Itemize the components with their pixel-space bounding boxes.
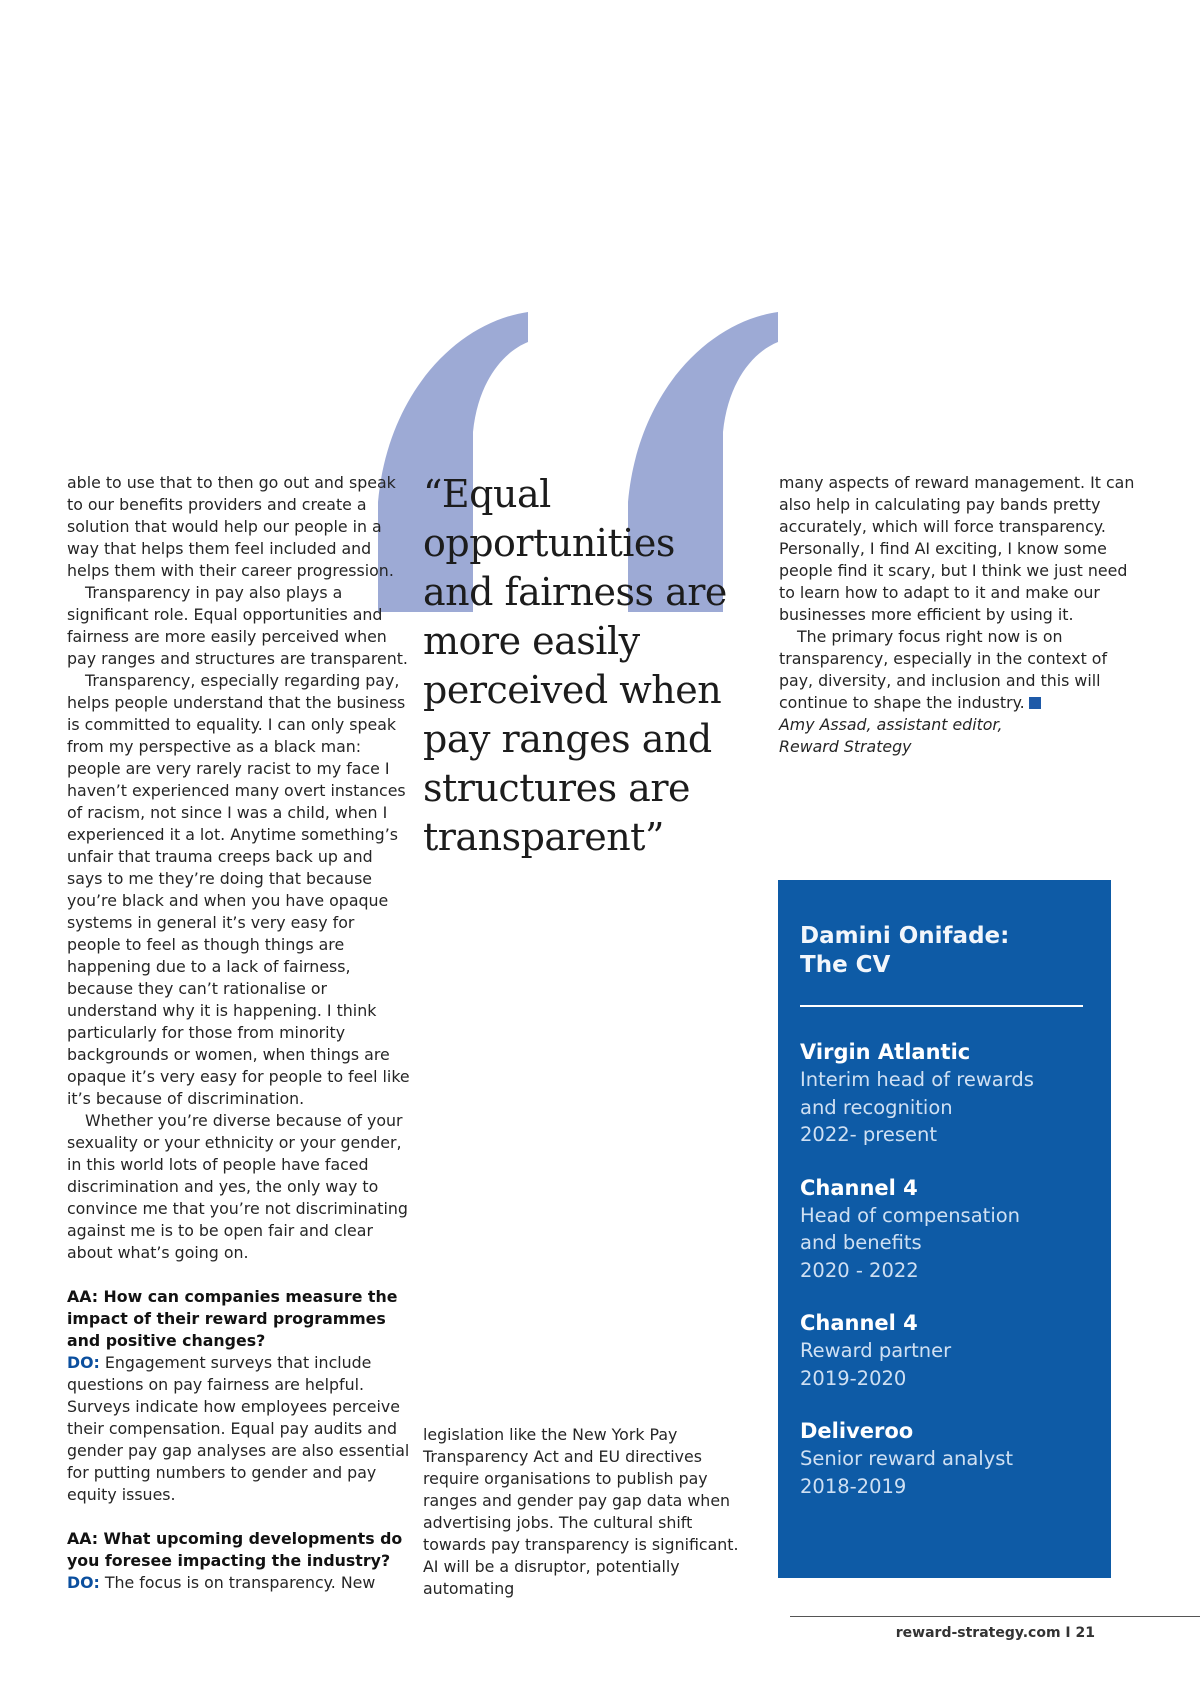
cv-title-line-2: The CV (800, 952, 891, 978)
answer-label: DO: (67, 1573, 100, 1592)
interview-question-2: AA: What upcoming developments do you foresee impacting the industry? (67, 1529, 403, 1570)
answer-label: DO: (67, 1353, 100, 1372)
column1-paragraph-4: Whether you’re diverse because of your sexuality or your ethnicity or your gender, in this world lots of people have faced discrimination and yes, the only way to convince me that you’re not discriminating against me is to be open fair and clear about what’s going on. (67, 1111, 408, 1262)
cv-role: Head of compensation (800, 1203, 1021, 1227)
cv-sidebar (778, 880, 1111, 1578)
cv-role: and benefits (800, 1231, 922, 1254)
cv-entry (800, 1174, 1090, 1285)
cv-entry (800, 1417, 1090, 1500)
cv-title (800, 922, 1009, 980)
cv-company: Virgin Atlantic (800, 1040, 971, 1064)
page-footer (896, 1624, 1095, 1642)
cv-dates: 2020 - 2022 (800, 1258, 919, 1282)
article-column-2 (423, 1424, 758, 1600)
article-column-1 (67, 472, 412, 1594)
byline-publication: Reward Strategy (779, 737, 912, 756)
cv-role: Senior reward analyst (800, 1447, 1014, 1470)
cv-title-line-1: Damini Onifade: (800, 923, 1010, 949)
cv-dates: 2022- present (800, 1123, 937, 1146)
cv-company: Channel 4 (800, 1311, 918, 1335)
answer-text: The focus is on transparency. New (99, 1573, 376, 1592)
cv-role: and recognition (800, 1095, 953, 1119)
answer-text: Engagement surveys that include questions on pay fairness are helpful. Surveys indicate how employees perceive their compensation. Equal pay audits and gender pay gap analyses are also essential for putting numbers to gender and pay equity issues. (67, 1353, 410, 1504)
column3-paragraph-1: many aspects of reward management. It can also help in calculating pay bands pretty accurately, which will force transparency. Personally, I find AI exciting, I know some people find it scary, but I think we just need to learn how to adapt to it and make our businesses more efficient by using it. (779, 473, 1135, 624)
page-number: 21 (1075, 1625, 1095, 1641)
footer-site: reward-strategy.com (895, 1625, 1061, 1641)
cv-company: Channel 4 (800, 1175, 918, 1200)
column1-paragraph-1: able to use that to then go out and speak to our benefits providers and create a solution that would help our people in a way that helps them feel included and helps them with their career progression. (67, 473, 396, 580)
cv-dates: 2019-2020 (800, 1366, 907, 1390)
cv-entry (800, 1309, 1090, 1392)
closing-text: The primary focus right now is on transparency, especially in the context of pay, diversity, and inclusion and this will continue to shape the industry. (779, 627, 1108, 712)
article-column-3 (779, 472, 1139, 758)
column1-paragraph-3: Transparency, especially regarding pay, helps people understand that the business is committed to equality. I can only speak from my perspective as a black man: people are very rarely racist to my face I haven’t experienced many overt instances of racism, not since I was a child, when I experienced it a lot. Anytime something’s unfair that trauma creeps back up and says to me they’re doing that because you’re black and when you have opaque systems in general it’s very easy for people to feel as though things are happening due to a lack of fairness, because they can’t rationalise or understand why it is happening. I think particularly for those from minority backgrounds or women, when things are opaque it’s very easy for people to feel like it’s because of discrimination. (67, 671, 410, 1108)
interview-answer-1 (67, 1352, 412, 1506)
cv-role: Reward partner (800, 1339, 952, 1362)
column3-paragraph-2 (779, 626, 1139, 714)
byline-author: Amy Assad, assistant editor, (779, 715, 1003, 734)
pull-quote: “Equal opportunities and fairness are more easily perceived when pay ranges and structures are transparent” (423, 472, 727, 859)
end-mark-icon (1029, 697, 1041, 709)
cv-entry-list (800, 1038, 1090, 1525)
cv-role: Interim head of rewards (800, 1068, 1034, 1091)
cv-company: Deliveroo (800, 1419, 914, 1443)
footer-separator: I (1065, 1625, 1071, 1641)
footer-rule (790, 1616, 1200, 1617)
cv-divider (800, 1005, 1083, 1007)
cv-entry (800, 1038, 1090, 1149)
cv-dates: 2018-2019 (800, 1474, 907, 1498)
interview-answer-2 (67, 1572, 412, 1594)
interview-question-1: AA: How can companies measure the impact of their reward programmes and positive changes? (67, 1287, 398, 1350)
column1-paragraph-2: Transparency in pay also plays a significant role. Equal opportunities and fairness are more easily perceived when pay ranges and structures are transparent. (67, 583, 408, 668)
column2-paragraph: legislation like the New York Pay Transparency Act and EU directives require organisations to publish pay ranges and gender pay gap data when advertising jobs. The cultural shift towards pay transparency is significant. AI will be a disruptor, potentially automating (423, 1425, 739, 1598)
